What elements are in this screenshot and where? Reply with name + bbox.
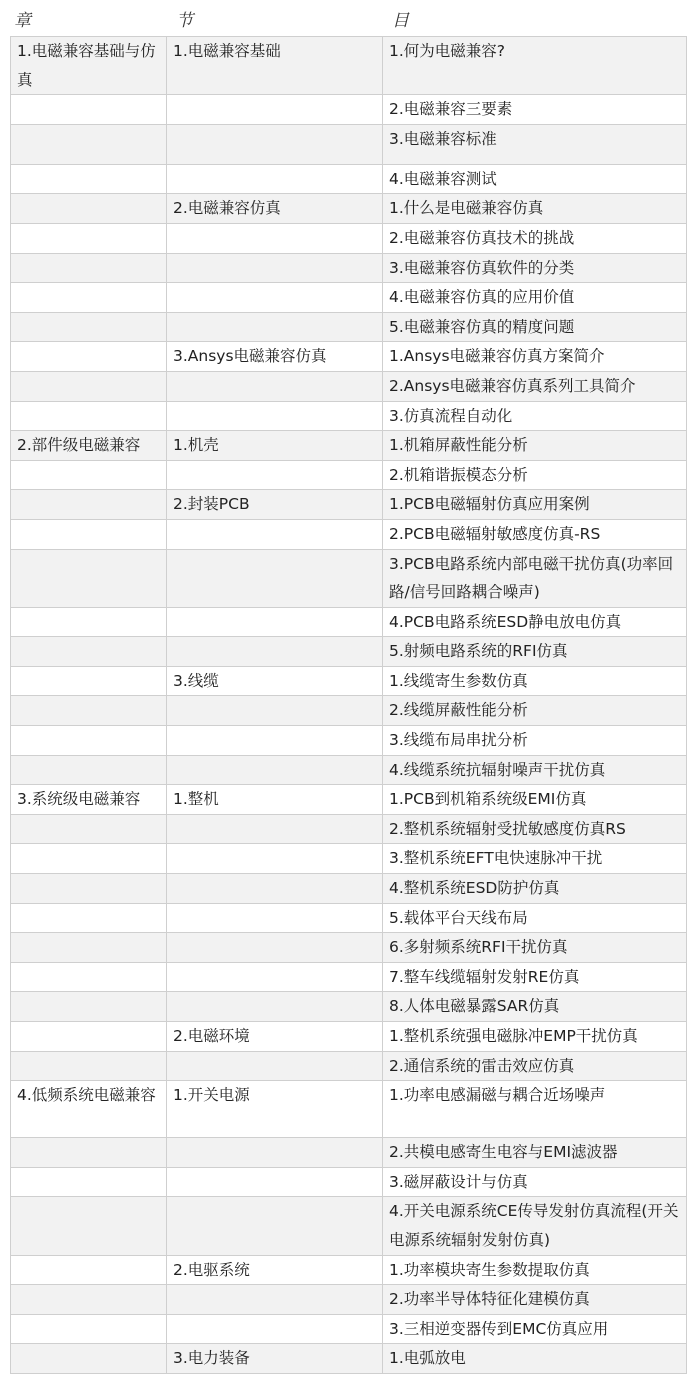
table-row [11, 785, 687, 815]
chapter-cell [11, 490, 167, 520]
section-cell: 1.电磁兼容基础 [167, 37, 383, 95]
table-row [11, 1051, 687, 1081]
table-row [11, 1138, 687, 1168]
section-cell [167, 283, 383, 313]
item-cell: 2.Ansys电磁兼容仿真系列工具简介 [383, 371, 687, 401]
chapter-cell [11, 371, 167, 401]
chapter-cell [11, 460, 167, 490]
section-cell [167, 549, 383, 607]
table-row [11, 933, 687, 963]
section-cell [167, 460, 383, 490]
section-cell [167, 95, 383, 125]
item-cell: 3.整机系统EFT电快速脉冲干扰 [383, 844, 687, 874]
table-row [11, 992, 687, 1022]
chapter-cell [11, 1255, 167, 1285]
table-row [11, 1285, 687, 1315]
section-cell [167, 1314, 383, 1344]
header-item: 目 [392, 11, 409, 31]
table-row [11, 283, 687, 313]
section-cell [167, 371, 383, 401]
outline-table [10, 36, 687, 1374]
item-cell: 1.线缆寄生参数仿真 [383, 666, 687, 696]
item-cell: 5.射频电路系统的RFI仿真 [383, 637, 687, 667]
table-row [11, 607, 687, 637]
chapter-cell: 3.系统级电磁兼容 [11, 785, 167, 815]
chapter-cell [11, 1344, 167, 1374]
chapter-cell [11, 696, 167, 726]
chapter-cell: 2.部件级电磁兼容 [11, 431, 167, 461]
chapter-cell [11, 1022, 167, 1052]
item-cell: 7.整车线缆辐射发射RE仿真 [383, 962, 687, 992]
table-row [11, 726, 687, 756]
section-cell: 3.Ansys电磁兼容仿真 [167, 342, 383, 372]
item-cell: 3.磁屏蔽设计与仿真 [383, 1167, 687, 1197]
chapter-cell [11, 223, 167, 253]
section-cell [167, 1051, 383, 1081]
chapter-cell [11, 124, 167, 164]
chapter-cell: 4.低频系统电磁兼容 [11, 1081, 167, 1138]
item-cell: 4.电磁兼容仿真的应用价值 [383, 283, 687, 313]
table-row [11, 371, 687, 401]
item-cell: 8.人体电磁暴露SAR仿真 [383, 992, 687, 1022]
section-cell [167, 253, 383, 283]
item-cell: 2.功率半导体特征化建模仿真 [383, 1285, 687, 1315]
item-cell: 1.何为电磁兼容? [383, 37, 687, 95]
item-cell: 2.线缆屏蔽性能分析 [383, 696, 687, 726]
section-cell: 3.线缆 [167, 666, 383, 696]
chapter-cell [11, 312, 167, 342]
section-cell [167, 1197, 383, 1255]
table-row [11, 1022, 687, 1052]
table-header [0, 0, 695, 36]
item-cell: 1.功率模块寄生参数提取仿真 [383, 1255, 687, 1285]
section-cell [167, 755, 383, 785]
section-cell [167, 607, 383, 637]
section-cell [167, 124, 383, 164]
chapter-cell [11, 903, 167, 933]
chapter-cell [11, 874, 167, 904]
item-cell: 1.整机系统强电磁脉冲EMP干扰仿真 [383, 1022, 687, 1052]
chapter-cell [11, 844, 167, 874]
table-row [11, 1197, 687, 1255]
section-cell: 2.电磁环境 [167, 1022, 383, 1052]
table-row [11, 755, 687, 785]
section-cell [167, 903, 383, 933]
chapter-cell [11, 549, 167, 607]
section-cell [167, 933, 383, 963]
section-cell: 2.封装PCB [167, 490, 383, 520]
item-cell: 2.电磁兼容三要素 [383, 95, 687, 125]
item-cell: 2.机箱谐振模态分析 [383, 460, 687, 490]
header-section: 节 [176, 11, 193, 31]
item-cell: 2.共模电感寄生电容与EMI滤波器 [383, 1138, 687, 1168]
chapter-cell [11, 283, 167, 313]
item-cell: 3.线缆布局串扰分析 [383, 726, 687, 756]
table-row [11, 431, 687, 461]
section-cell [167, 696, 383, 726]
table-row [11, 342, 687, 372]
table-row [11, 460, 687, 490]
table-row [11, 519, 687, 549]
item-cell: 5.载体平台天线布局 [383, 903, 687, 933]
chapter-cell [11, 607, 167, 637]
chapter-cell [11, 726, 167, 756]
chapter-cell [11, 1167, 167, 1197]
table-row [11, 1167, 687, 1197]
chapter-cell [11, 1285, 167, 1315]
table-row [11, 401, 687, 431]
section-cell [167, 726, 383, 756]
chapter-cell [11, 992, 167, 1022]
chapter-cell [11, 194, 167, 224]
section-cell [167, 844, 383, 874]
table-row [11, 223, 687, 253]
section-cell [167, 312, 383, 342]
section-cell [167, 814, 383, 844]
item-cell: 2.电磁兼容仿真技术的挑战 [383, 223, 687, 253]
item-cell: 4.整机系统ESD防护仿真 [383, 874, 687, 904]
item-cell: 1.什么是电磁兼容仿真 [383, 194, 687, 224]
section-cell [167, 223, 383, 253]
item-cell: 4.开关电源系统CE传导发射仿真流程(开关电源系统辐射发射仿真) [383, 1197, 687, 1255]
item-cell: 6.多射频系统RFI干扰仿真 [383, 933, 687, 963]
chapter-cell [11, 1314, 167, 1344]
item-cell: 4.线缆系统抗辐射噪声干扰仿真 [383, 755, 687, 785]
chapter-cell [11, 164, 167, 194]
table-row [11, 95, 687, 125]
section-cell: 1.开关电源 [167, 1081, 383, 1138]
chapter-cell [11, 1197, 167, 1255]
chapter-cell [11, 519, 167, 549]
item-cell: 2.PCB电磁辐射敏感度仿真-RS [383, 519, 687, 549]
section-cell [167, 1285, 383, 1315]
table-row [11, 194, 687, 224]
table-row [11, 844, 687, 874]
table-row [11, 312, 687, 342]
section-cell [167, 992, 383, 1022]
section-cell [167, 874, 383, 904]
table-row [11, 37, 687, 95]
section-cell [167, 401, 383, 431]
table-row [11, 164, 687, 194]
chapter-cell [11, 342, 167, 372]
section-cell: 3.电力装备 [167, 1344, 383, 1374]
chapter-cell [11, 253, 167, 283]
item-cell: 3.电磁兼容仿真软件的分类 [383, 253, 687, 283]
outline-table-body [11, 37, 687, 1374]
table-row [11, 549, 687, 607]
item-cell: 3.仿真流程自动化 [383, 401, 687, 431]
section-cell: 2.电驱系统 [167, 1255, 383, 1285]
section-cell [167, 1138, 383, 1168]
chapter-cell [11, 95, 167, 125]
item-cell: 3.PCB电路系统内部电磁干扰仿真(功率回路/信号回路耦合噪声) [383, 549, 687, 607]
section-cell: 2.电磁兼容仿真 [167, 194, 383, 224]
section-cell [167, 962, 383, 992]
item-cell: 1.PCB电磁辐射仿真应用案例 [383, 490, 687, 520]
item-cell: 4.电磁兼容测试 [383, 164, 687, 194]
table-row [11, 903, 687, 933]
item-cell: 2.通信系统的雷击效应仿真 [383, 1051, 687, 1081]
table-row [11, 1314, 687, 1344]
chapter-cell: 1.电磁兼容基础与仿真 [11, 37, 167, 95]
section-cell [167, 637, 383, 667]
section-cell: 1.整机 [167, 785, 383, 815]
table-row [11, 1255, 687, 1285]
table-row [11, 490, 687, 520]
item-cell: 3.电磁兼容标准 [383, 124, 687, 164]
table-row [11, 814, 687, 844]
chapter-cell [11, 666, 167, 696]
item-cell: 5.电磁兼容仿真的精度问题 [383, 312, 687, 342]
header-chapter: 章 [14, 11, 31, 31]
item-cell: 1.PCB到机箱系统级EMI仿真 [383, 785, 687, 815]
table-row [11, 1344, 687, 1374]
table-row [11, 1081, 687, 1138]
item-cell: 2.整机系统辐射受扰敏感度仿真RS [383, 814, 687, 844]
section-cell [167, 1167, 383, 1197]
item-cell: 3.三相逆变器传到EMC仿真应用 [383, 1314, 687, 1344]
table-row [11, 874, 687, 904]
item-cell: 1.电弧放电 [383, 1344, 687, 1374]
table-row [11, 124, 687, 164]
table-row [11, 253, 687, 283]
chapter-cell [11, 933, 167, 963]
section-cell: 1.机壳 [167, 431, 383, 461]
table-row [11, 962, 687, 992]
chapter-cell [11, 1051, 167, 1081]
chapter-cell [11, 962, 167, 992]
item-cell: 4.PCB电路系统ESD静电放电仿真 [383, 607, 687, 637]
item-cell: 1.Ansys电磁兼容仿真方案简介 [383, 342, 687, 372]
chapter-cell [11, 637, 167, 667]
table-row [11, 696, 687, 726]
section-cell [167, 164, 383, 194]
item-cell: 1.机箱屏蔽性能分析 [383, 431, 687, 461]
chapter-cell [11, 755, 167, 785]
chapter-cell [11, 814, 167, 844]
item-cell: 1.功率电感漏磁与耦合近场噪声 [383, 1081, 687, 1138]
table-row [11, 666, 687, 696]
section-cell [167, 519, 383, 549]
chapter-cell [11, 1138, 167, 1168]
chapter-cell [11, 401, 167, 431]
table-row [11, 637, 687, 667]
